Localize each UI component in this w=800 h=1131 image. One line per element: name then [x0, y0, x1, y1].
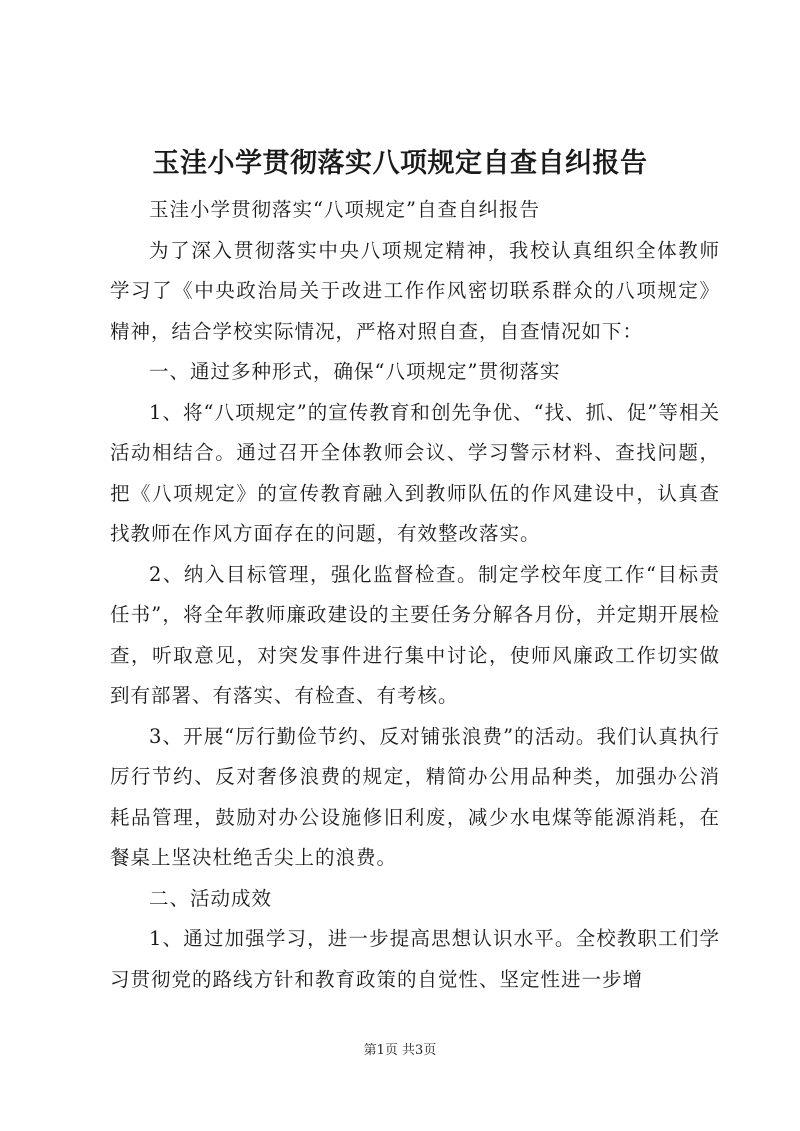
- result-paragraph-1: 1、通过加强学习，进一步提高思想认识水平。全校教职工们学习贯彻党的路线方针和教育政策的自觉性、坚定性进一步增: [110, 927, 720, 991]
- section-heading-2: 二、活动成效: [149, 886, 273, 910]
- item-paragraph-2: 2、纳入目标管理，强化监督检查。制定学校年度工作“目标责任书”，将全年教师廉政建设的主要任务分解各月份，并定期开展检查，听取意见，对突发事件进行集中讨论，使师风廉政工作切实做到有部署、有落实、有检查、有考核。: [110, 562, 720, 707]
- document-body: [110, 190, 720, 1000]
- subtitle-paragraph: 玉洼小学贯彻落实“八项规定”自查自纠报告: [149, 198, 540, 221]
- intro-paragraph: 为了深入贯彻落实中央八项规定精神，我校认真组织全体教师学习了《中央政治局关于改进工作作风密切联系群众的八项规定》精神，结合学校实际情况，严格对照自查，自查情况如下：: [110, 238, 720, 343]
- item-paragraph-1: 1、将“八项规定”的宣传教育和创先争优、“找、抓、促”等相关活动相结合。通过召开全体教师会议、学习警示材料、查找问题，把《八项规定》的宣传教育融入到教师队伍的作风建设中，认真查找教师在作风方面存在的问题，有效整改落实。: [110, 400, 720, 545]
- page-footer: 第1页 共3页: [363, 1043, 437, 1058]
- document-title: 玉洼小学贯彻落实八项规定自查自纠报告: [152, 148, 648, 179]
- item-paragraph-3: 3、开展“厉行勤俭节约、反对铺张浪费”的活动。我们认真执行厉行节约、反对奢侈浪费的规定，精简办公用品种类，加强办公消耗品管理，鼓励对办公设施修旧利废，减少水电煤等能源消耗，在餐桌上坚决杜绝舌尖上的浪费。: [110, 724, 720, 869]
- section-heading-1: 一、通过多种形式，确保“八项规定”贯彻落实: [149, 360, 561, 383]
